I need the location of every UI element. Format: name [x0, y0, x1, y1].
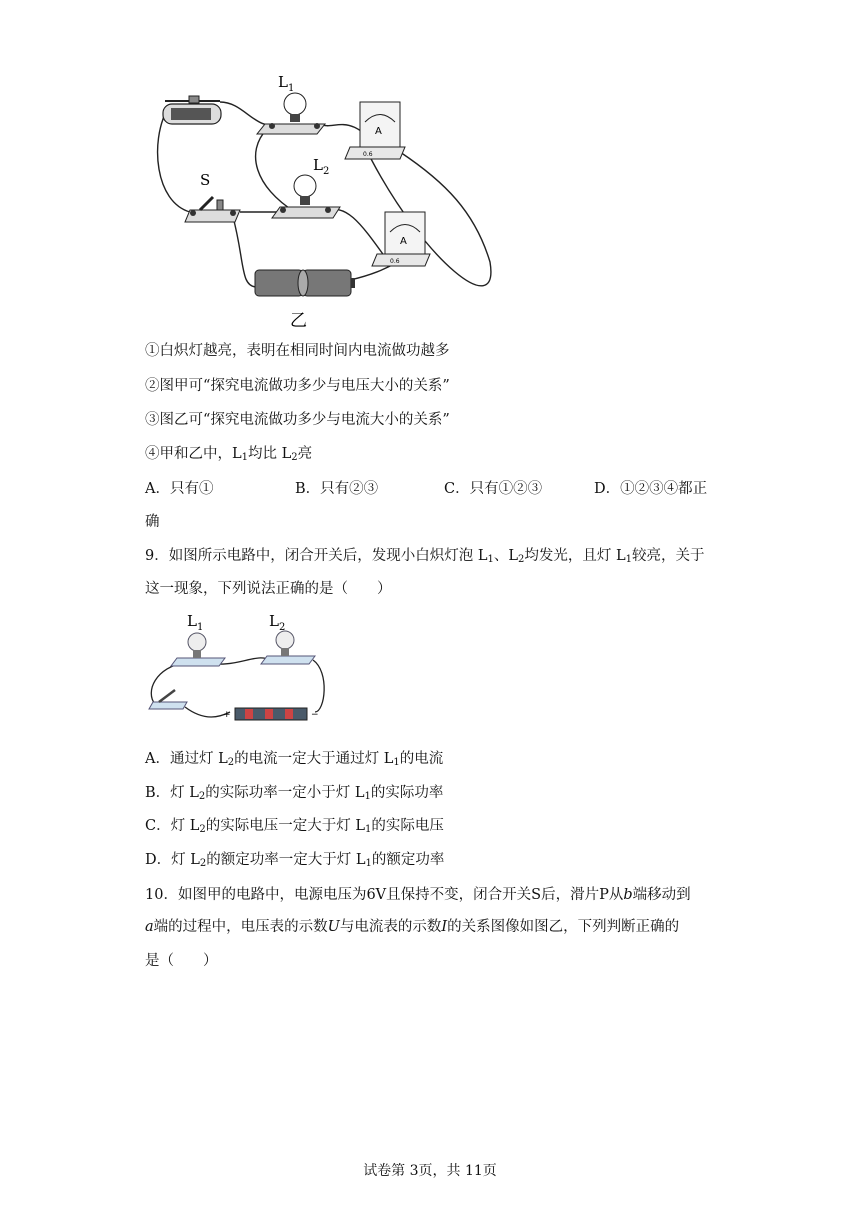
- statement-4: ④甲和乙中，$L_1$均比 $L_2$亮: [145, 446, 313, 463]
- figure-label-l2: $L_2$: [269, 612, 286, 633]
- q10-stem-line2: a端的过程中，电压表的示数U与电流表的示数I的关系图像如图乙，下列判断正确的: [145, 919, 680, 935]
- q9-stem-line2: 这一现象，下列说法正确的是（ ）: [145, 581, 392, 597]
- page-footer: 试卷第 3页，共 11页: [363, 1163, 497, 1179]
- wire: [313, 660, 324, 712]
- q8-option-d-wrap: 确: [145, 514, 160, 530]
- svg-text:0.6: 0.6: [363, 151, 373, 158]
- ammeter-bottom-icon: [372, 212, 430, 266]
- q10-stem-line3: 是（ ）: [145, 953, 218, 969]
- statement-1: ①白炽灯越亮，表明在相同时间内电流做功越多: [145, 343, 450, 359]
- switch-icon: [149, 690, 187, 709]
- figure-label-l1: $L_1$: [278, 73, 295, 94]
- battery-minus-label: −: [311, 710, 319, 720]
- figure-label-s: S: [200, 171, 211, 189]
- lamp-l1-icon: [257, 93, 325, 134]
- circuit-figure-yi: [145, 62, 515, 334]
- rheostat-icon: [163, 96, 221, 124]
- q8-option-d: D．①②③④都正: [594, 481, 708, 497]
- lamp-l2-icon: [261, 631, 315, 664]
- statement-2: ②图甲可“探究电流做功多少与电压大小的关系”: [145, 378, 450, 394]
- q9-option-c: C．灯 $L_2$的实际电压一定大于灯 $L_1$的实际电压: [145, 818, 444, 835]
- wire: [256, 129, 295, 212]
- q9-option-b: B．灯 $L_2$的实际功率一定小于灯 $L_1$的实际功率: [145, 785, 444, 802]
- svg-text:A: A: [400, 236, 407, 247]
- battery-icon: [235, 708, 307, 720]
- figure-caption: 乙: [290, 311, 307, 331]
- q9-option-d: D．灯 $L_2$的额定功率一定大于灯 $L_1$的额定功率: [145, 852, 445, 869]
- q8-option-c: C．只有①②③: [444, 481, 543, 497]
- battery-icon: [255, 270, 355, 296]
- q10-stem-line1: 10．如图甲的电路中，电源电压为6V且保持不变，闭合开关S后，滑片P从b端移动到: [145, 887, 691, 903]
- q8-option-b: B．只有②③: [295, 481, 379, 497]
- figure-label-l1: $L_1$: [187, 612, 204, 633]
- figure-label-l2: $L_2$: [313, 156, 330, 177]
- q9-option-a: A．通过灯 $L_2$的电流一定大于通过灯 $L_1$的电流: [145, 751, 444, 768]
- svg-text:A: A: [375, 126, 382, 137]
- q9-stem-line1: 9．如图所示电路中，闭合开关后，发现小白炽灯泡 $L_1$、$L_2$均发光，且灯 $L_1$较亮，关于: [145, 548, 705, 565]
- battery-plus-label: +: [223, 710, 231, 720]
- lamp-l2-icon: [272, 175, 340, 218]
- lamp-l1-icon: [171, 633, 225, 666]
- svg-text:0.6: 0.6: [390, 258, 400, 265]
- wire: [233, 217, 257, 287]
- wire: [151, 662, 187, 704]
- circuit-figure-q9: [145, 612, 335, 732]
- switch-icon: [185, 197, 240, 222]
- ammeter-top-icon: [345, 102, 405, 159]
- wire: [158, 110, 190, 212]
- statement-3: ③图乙可“探究电流做功多少与电流大小的关系”: [145, 412, 450, 428]
- q8-option-a: A．只有①: [145, 481, 214, 497]
- wire: [220, 102, 280, 125]
